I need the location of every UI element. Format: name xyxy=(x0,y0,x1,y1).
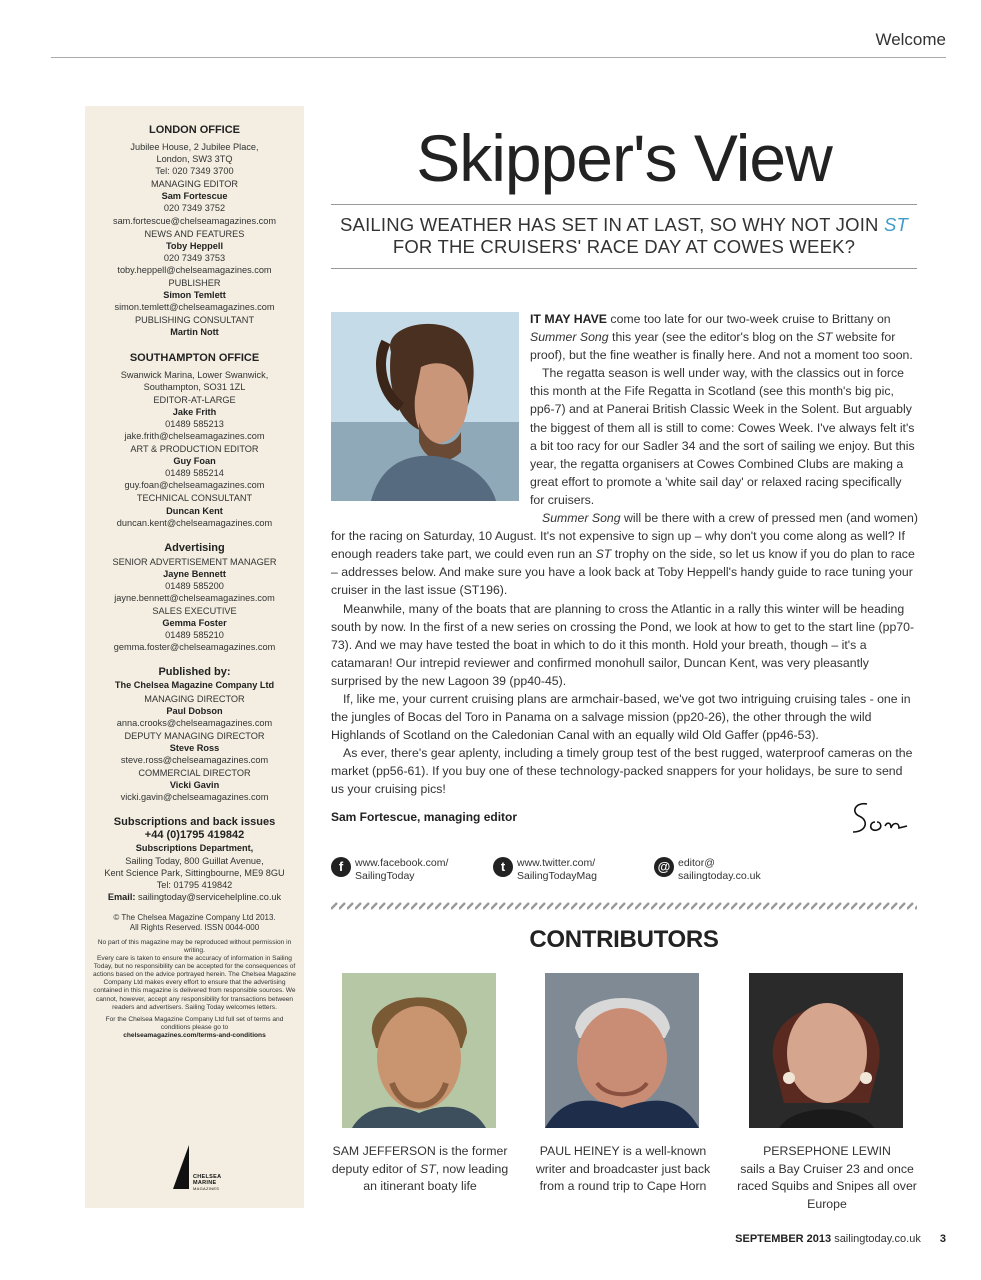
legal-text: For the Chelsea Magazine Company Ltd full set of terms and conditions please go to xyxy=(105,1015,284,1031)
terms-link[interactable]: chelseamagazines.com/terms-and-conditions xyxy=(123,1031,266,1039)
contributor-caption xyxy=(330,1143,510,1196)
staff-name: Jayne Bennett xyxy=(163,568,226,579)
title-rule xyxy=(331,204,917,205)
staff-entry xyxy=(91,228,298,276)
standfirst-rule xyxy=(331,268,917,269)
staff-tel: 01489 585214 xyxy=(165,468,224,479)
italic-run: ST xyxy=(595,547,612,562)
staff-role: SENIOR ADVERTISEMENT MANAGER xyxy=(112,556,277,567)
link-line: editor@ xyxy=(678,857,715,869)
office-tel: Tel: 020 7349 3700 xyxy=(155,166,234,177)
copyright-line: All Rights Reserved. ISSN 0044-000 xyxy=(129,922,260,932)
staff-tel: 020 7349 3753 xyxy=(163,252,226,263)
standfirst-text: FOR THE CRUISERS' RACE DAY AT COWES WEEK? xyxy=(392,236,856,257)
contributor-caption xyxy=(533,1143,713,1196)
text-run: sails a Bay Cruiser 23 and once raced Squibs and Snipes all over Europe xyxy=(737,1161,917,1211)
masthead-sidebar xyxy=(85,106,304,1208)
signature-icon xyxy=(845,796,915,840)
staff-email[interactable]: toby.heppell@chelseamagazines.com xyxy=(117,264,272,275)
staff-name: Toby Heppell xyxy=(166,240,223,251)
standfirst-accent: ST xyxy=(883,214,908,235)
published-by-heading: Published by: xyxy=(158,666,231,679)
staff-entry xyxy=(91,730,298,766)
staff-entry xyxy=(91,767,298,803)
staff-email[interactable]: guy.foan@chelseamagazines.com xyxy=(124,480,265,491)
contributor-name: SAM JEFFERSON xyxy=(332,1144,436,1158)
italic-run: Summer Song xyxy=(530,330,609,345)
contributors-heading: CONTRIBUTORS xyxy=(529,926,719,953)
page-title: Skipper's View xyxy=(416,121,832,195)
address-line: Sailing Today, 800 Guillat Avenue, xyxy=(125,855,264,866)
link-line: sailingtoday.co.uk xyxy=(678,869,761,882)
staff-name: Jake Frith xyxy=(172,406,217,417)
staff-role: NEWS AND FEATURES xyxy=(144,228,245,239)
logo-wordmark xyxy=(193,1175,221,1192)
southampton-office-heading: SOUTHAMPTON OFFICE xyxy=(129,351,260,364)
page-number: 3 xyxy=(939,1233,946,1245)
london-office-heading: LONDON OFFICE xyxy=(148,124,241,136)
staff-tel: 01489 585200 xyxy=(165,580,224,591)
staff-email[interactable]: jake.frith@chelseamagazines.com xyxy=(124,430,265,441)
london-address xyxy=(91,141,298,177)
subscriptions-phone: +44 (0)1795 419842 xyxy=(144,829,245,842)
subscriptions-email-line xyxy=(91,891,298,903)
text-run: this year (see the editor's blog on the xyxy=(608,330,817,345)
staff-role: PUBLISHER xyxy=(168,278,221,289)
subscriptions-block xyxy=(91,816,298,902)
subscriptions-dept: Subscriptions Department, xyxy=(135,843,254,854)
article-paragraph: Meanwhile, many of the boats that are planning to cross the Atlantic in a rally this winter will be heading south by now. In the first of a new series on crossing the Pond, we look at how to get to the start line (pp70-73). And we may have tested the boat in which to do it this month. Hold your breath, though – it's a catamaran! Our intrepid reviewer and confirmed monohull sailor, Duncan Kent, was very pleasantly surprised by the new Lagoon 39 (pp40-45). xyxy=(331,601,915,688)
staff-name: Guy Foan xyxy=(173,456,216,467)
top-rule xyxy=(51,57,946,58)
copyright-line: © The Chelsea Magazine Company Ltd 2013. xyxy=(113,912,276,922)
staff-entry xyxy=(91,178,298,226)
staff-entry xyxy=(91,443,298,491)
footer-site: sailingtoday.co.uk xyxy=(834,1233,921,1245)
contributor-portrait-image xyxy=(342,973,496,1128)
contributor-photo xyxy=(749,973,903,1128)
staff-email[interactable]: sam.fortescue@chelseamagazines.com xyxy=(112,215,277,226)
staff-role: COMMERCIAL DIRECTOR xyxy=(138,768,251,779)
text-run: will be there with a crew of pressed men (and women) for the racing on Saturday, 10 August. It's not expensive to sign up – why don't you come along as well? If enough readers take part, we could even run an xyxy=(331,511,918,562)
chelsea-marine-logo xyxy=(173,1145,233,1195)
staff-entry xyxy=(91,314,298,338)
staff-email[interactable]: gemma.foster@chelseamagazines.com xyxy=(113,642,276,653)
address-line: Jubilee House, 2 Jubilee Place, xyxy=(130,142,259,152)
staff-tel: 01489 585213 xyxy=(165,418,224,429)
section-label: Welcome xyxy=(875,30,946,49)
legal-text: Every care is taken to ensure the accuracy of information in Sailing Today, but no responsibility can be accepted for the consequences of actions based on the advice portrayed herein. The Chelsea Magazine Company Ltd makes every effort to ensure that the advertising contained in this magazine is delivered from responsible sources. We cannot, however, accept any responsibility for transactions between readers and advertisers. Sailing Today welcomes letters. xyxy=(93,955,296,1011)
subscriptions-tel: Tel: 01795 419842 xyxy=(156,879,233,890)
staff-name: Vicki Gavin xyxy=(169,780,220,791)
contributor-photo xyxy=(545,973,699,1128)
staff-name: Steve Ross xyxy=(169,742,220,753)
link-line: SailingTodayMag xyxy=(517,869,597,882)
staff-entry xyxy=(91,556,298,604)
copyright xyxy=(91,913,298,933)
email-icon: @ xyxy=(654,857,674,877)
address-line: Southampton, SO31 1ZL xyxy=(143,381,246,392)
staff-email[interactable]: duncan.kent@chelseamagazines.com xyxy=(116,517,273,528)
text-run: come too late for our two-week cruise to Brittany on xyxy=(607,312,891,326)
text-run: website for proof), but the fine weather is finally here. And not a moment too soon. xyxy=(530,330,913,363)
italic-run: Summer Song xyxy=(542,511,621,526)
staff-email[interactable]: vicki.gavin@chelseamagazines.com xyxy=(120,792,269,803)
logo-text-line: MAGAZINES xyxy=(193,1186,220,1191)
staff-email[interactable]: jayne.bennett@chelseamagazines.com xyxy=(114,593,275,603)
staff-role: SALES EXECUTIVE xyxy=(152,606,237,617)
staff-tel: 020 7349 3752 xyxy=(163,203,226,214)
link-line: www.twitter.com/ xyxy=(517,857,596,869)
rope-divider xyxy=(331,901,917,911)
staff-name: Sam Fortescue xyxy=(161,191,228,202)
standfirst xyxy=(331,214,917,258)
staff-entry xyxy=(91,693,298,729)
text-run: is the former deputy editor of xyxy=(331,1144,508,1176)
text-run: is a well-known writer and broadcaster just back from a round trip to Cape Horn xyxy=(535,1144,711,1194)
contributor-caption xyxy=(737,1143,917,1213)
staff-email[interactable]: simon.temlett@chelseamagazines.com xyxy=(114,302,275,313)
staff-role: DEPUTY MANAGING DIRECTOR xyxy=(124,730,265,741)
italic-run: ST xyxy=(420,1161,436,1176)
publisher-company: The Chelsea Magazine Company Ltd xyxy=(114,680,275,691)
legal-text: No part of this magazine may be reproduced without permission in writing. xyxy=(97,938,292,954)
staff-entry xyxy=(91,277,298,313)
contributor-portrait-image xyxy=(749,973,903,1128)
address-line: Kent Science Park, Sittingbourne, ME9 8GU xyxy=(104,867,285,878)
staff-role: EDITOR-AT-LARGE xyxy=(153,394,236,405)
byline: Sam Fortescue, managing editor xyxy=(331,810,518,824)
logo-text-line: CHELSEA xyxy=(193,1174,222,1180)
facebook-icon: f xyxy=(331,857,351,877)
contributor-name: PERSEPHONE LEWIN xyxy=(763,1144,891,1158)
italic-run: ST xyxy=(816,330,833,345)
advertising-heading: Advertising xyxy=(164,541,225,554)
text-run: trophy on the side, so let us know if you do plan to race – addresses below. And make sure you have a look back at Toby Heppell's handy guide to race tuning your cruiser in the last issue (ST196). xyxy=(331,547,915,598)
logo-text-line: MARINE xyxy=(193,1179,217,1186)
text-run: , now leading an itinerant boaty life xyxy=(363,1161,509,1194)
staff-role: PUBLISHING CONSULTANT xyxy=(134,315,255,326)
staff-entry xyxy=(91,492,298,528)
article-paragraph: As ever, there's gear aplenty, including a timely group test of the best rugged, waterproof cameras on the market (pp56-61). If you buy one of these technology-packed snappers for your holidays, be sure to send us your cruising pics! xyxy=(331,746,913,797)
article-body xyxy=(331,310,918,799)
staff-role: MANAGING EDITOR xyxy=(150,179,239,190)
staff-entry xyxy=(91,605,298,653)
page-footer xyxy=(735,1233,946,1245)
article-paragraph: If, like me, your current cruising plans are armchair-based, we've got two intriguing cruising tales - one in the jungles of Bocas del Toro in Panama on a salvage mission (pp20-26), the other through the wild Highlands of Scotland on the Caledonian Canal with an equally wild Old Gaffer (pp46-53). xyxy=(331,691,911,743)
lead-in: IT MAY HAVE xyxy=(530,312,607,326)
staff-role: ART & PRODUCTION EDITOR xyxy=(130,444,259,455)
staff-entry xyxy=(91,394,298,442)
email-label: Email: xyxy=(107,891,136,902)
subscriptions-heading: Subscriptions and back issues xyxy=(113,816,276,829)
staff-name: Simon Temlett xyxy=(163,290,226,301)
staff-name: Martin Nott xyxy=(170,327,219,338)
link-line: www.facebook.com/ xyxy=(355,857,449,869)
legal-notice xyxy=(91,939,298,1040)
address-line: London, SW3 3TQ xyxy=(156,154,233,165)
contributor-photo xyxy=(342,973,496,1128)
staff-name: Duncan Kent xyxy=(166,505,223,516)
contributor-name: PAUL HEINEY xyxy=(539,1144,620,1158)
staff-role: TECHNICAL CONSULTANT xyxy=(136,493,253,504)
article-paragraph xyxy=(331,509,918,599)
staff-email[interactable]: anna.crooks@chelseamagazines.com xyxy=(116,717,273,728)
staff-role: MANAGING DIRECTOR xyxy=(144,693,245,704)
standfirst-text: SAILING WEATHER HAS SET IN AT LAST, SO WHY NOT JOIN xyxy=(340,214,879,235)
issue-date: SEPTEMBER 2013 xyxy=(735,1233,832,1245)
twitter-icon: t xyxy=(493,857,513,877)
contributor-portrait-image xyxy=(545,973,699,1128)
staff-name: Gemma Foster xyxy=(162,618,227,629)
staff-tel: 01489 585210 xyxy=(165,630,224,641)
link-line: SailingToday xyxy=(355,869,415,882)
staff-name: Paul Dobson xyxy=(166,705,223,716)
subscriptions-email[interactable]: sailingtoday@servicehelpline.co.uk xyxy=(138,891,282,902)
article-paragraph: The regatta season is well under way, with the classics out in force this month at the Fife Regatta in Scotland (see this month's big pic, pp6-7) and at Panerai British Classic Week in the Solent. But arguably the biggest of them all is still to come: Cowes Week. I've always felt it's a bit too racy for our Sadler 34 and the sort of sailing we enjoy. But this year, the regatta organisers at Cowes Combined Clubs are making a great effort to promote a 'white sail day' or relaxed racing specifically for cruisers. xyxy=(530,366,915,507)
address-line: Swanwick Marina, Lower Swanwick, xyxy=(120,369,269,380)
staff-email[interactable]: steve.ross@chelseamagazines.com xyxy=(120,755,269,766)
sail-logo-icon xyxy=(173,1145,189,1189)
